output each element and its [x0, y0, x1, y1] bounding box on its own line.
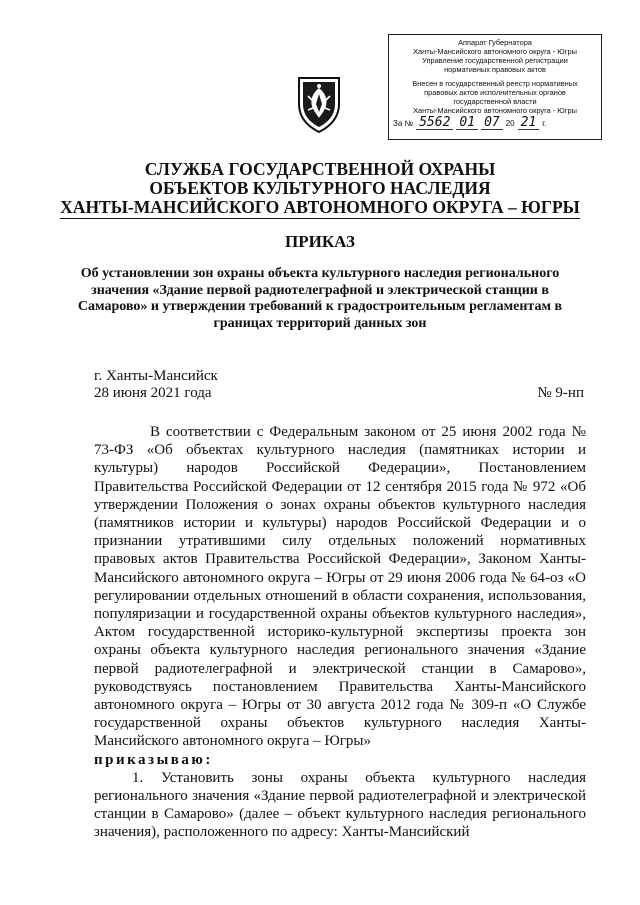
- stamp-reg-prefix: За №: [393, 119, 414, 128]
- stamp-line: Ханты-Мансийского автономного округа - Югры: [413, 47, 577, 56]
- stamp-line: Ханты-Мансийского автономного округа - Югры: [413, 106, 577, 115]
- stamp-line: Управление государственной регистрации: [422, 56, 568, 65]
- organization-line: ОБЪЕКТОВ КУЛЬТУРНОГО НАСЛЕДИЯ: [149, 178, 491, 198]
- order-word: приказываю:: [94, 751, 213, 768]
- stamp-reg-month: 07: [481, 117, 503, 130]
- document-city: г. Ханты-Мансийск: [94, 368, 218, 384]
- document-date: 28 июня 2021 года: [94, 385, 212, 401]
- coat-of-arms-icon: [296, 74, 342, 134]
- stamp-line: Аппарат Губернатора: [458, 38, 532, 47]
- document-body: [94, 423, 586, 842]
- stamp-line: государственной власти: [453, 97, 537, 106]
- document-number: № 9-нп: [537, 385, 584, 401]
- stamp-line: правовых актов исполнительных органов: [424, 88, 566, 97]
- body-paragraph: В соответствии с Федеральным законом от 25 июня 2002 года № 73-ФЗ «Об объектах культурного наследия (памятниках истории и культуры) народов Российской Федерации», Постановлением Правительства Российской Федерации от 12 сентября 2015 года № 972 «Об утверждении Положения о зонах охраны объектов культурного наследия (памятников истории и культуры) народов Российской Федерации и о признании утратившими силу отдельных положений нормативных правовых актов Правительства Российской Федерации», Законом Ханты-Мансийского автономного округа – Югры от 29 июня 2006 года № 64-оз «О регулировании отдельных отношений в области сохранения, использования, популяризации и государственной охраны объектов культурного наследия», Актом государственной историко-культурной экспертизы проекта зон охраны объекта культурного наследия регионального значения «Здание первой радиотелеграфной и электрической станции в Самарово», руководствуясь постановлением Правительства Ханты-Мансийского автономного округа – Югры от 30 августа 2012 года № 309-п «О Службе государственной охраны объектов культурного наследия Ханты-Мансийского автономного округа – Югры»: [94, 424, 586, 750]
- stamp-reg-suffix: г.: [542, 119, 547, 128]
- organization-header: [0, 160, 640, 219]
- stamp-reg-day: 01: [456, 117, 478, 130]
- stamp-line: Внесен в государственный реестр нормативных: [412, 79, 578, 88]
- stamp-reg-year: 21: [518, 117, 540, 130]
- document-type: ПРИКАЗ: [285, 232, 355, 251]
- registration-stamp: [388, 34, 602, 140]
- stamp-registration-line: [393, 117, 597, 130]
- stamp-line: нормативных правовых актов: [444, 65, 546, 74]
- document-title: Об установлении зон охраны объекта культурного наследия регионального значения «Здание первой радиотелеграфной и электрической станции в Самарово» и утверждении требований к градостроительным регламентам в границах территорий данных зон: [77, 266, 563, 331]
- stamp-reg-year-prefix: 20: [505, 119, 515, 128]
- stamp-reg-number: 5562: [416, 117, 453, 130]
- organization-line: ХАНТЫ-МАНСИЙСКОГО АВТОНОМНОГО ОКРУГА – ЮГРЫ: [60, 197, 580, 217]
- organization-line: СЛУЖБА ГОСУДАРСТВЕННОЙ ОХРАНЫ: [144, 159, 496, 179]
- order-item: 1. Установить зоны охраны объекта культурного наследия регионального значения «Здание первой радиотелеграфной и электрической станции в Самарово» (далее – объект культурного наследия регионального значения), расположенного по адресу: Ханты-Мансийский: [94, 769, 586, 841]
